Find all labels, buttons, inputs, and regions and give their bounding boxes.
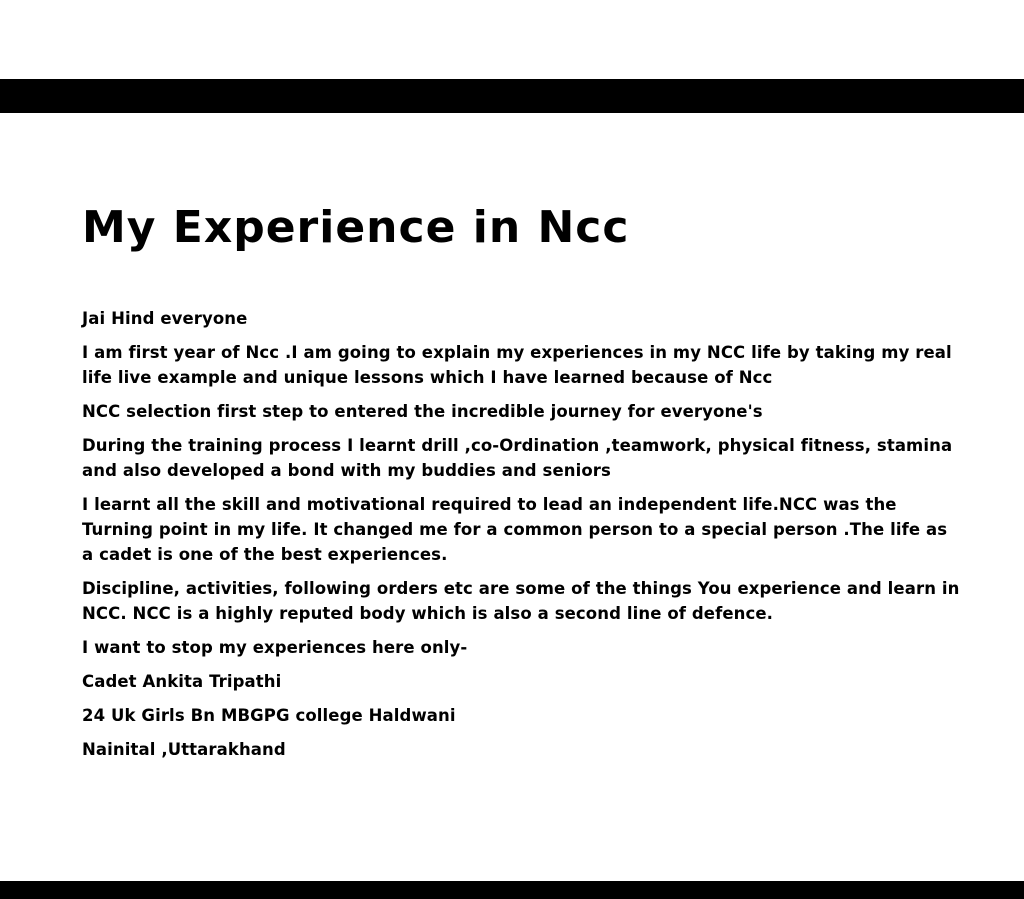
bottom-black-bar — [0, 881, 1024, 899]
paragraph-training: During the training process I learnt drill ,co-Ordination ,teamwork, physical fitness, stamina and also developed a bond with my buddies and seniors — [82, 436, 953, 480]
signature-location: Nainital ,Uttarakhand — [82, 740, 286, 759]
paragraph-greeting: Jai Hind everyone — [82, 309, 248, 328]
document-body — [82, 196, 962, 771]
paragraph-discipline: Discipline, activities, following orders etc are some of the things You experience and learn in NCC. NCC is a highly reputed body which is also a second line of defence. — [82, 579, 960, 623]
paragraph-intro: I am first year of Ncc .I am going to explain my experiences in my NCC life by taking my real life live example and unique lessons which I have learned because of Ncc — [82, 343, 952, 387]
paragraph-selection: NCC selection first step to entered the incredible journey for everyone's — [82, 402, 763, 421]
paragraph-skills: I learnt all the skill and motivational required to lead an independent life.NCC was the Turning point in my life. It changed me for a common person to a special person .The life as a cadet is one of the best experiences. — [82, 495, 948, 564]
signature-unit: 24 Uk Girls Bn MBGPG college Haldwani — [82, 706, 456, 725]
paragraph-closing: I want to stop my experiences here only- — [82, 638, 468, 657]
document-title: My Experience in Ncc — [82, 202, 630, 253]
top-black-bar — [0, 79, 1024, 113]
signature-name: Cadet Ankita Tripathi — [82, 672, 282, 691]
